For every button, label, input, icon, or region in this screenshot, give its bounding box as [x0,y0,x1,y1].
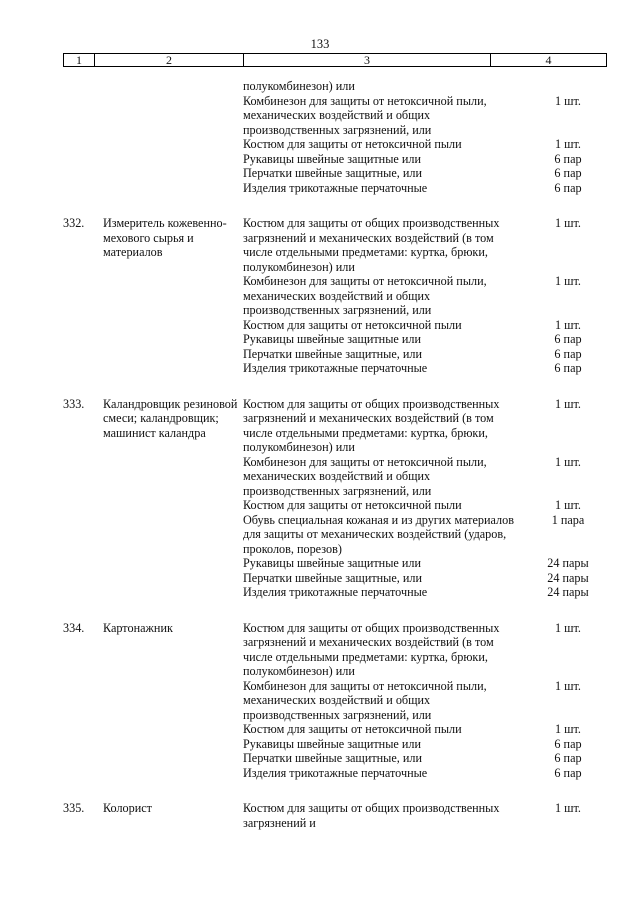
occupation-name [103,318,243,333]
row-number: 332. [63,216,85,230]
table-row [0,556,640,571]
occupation-name: Колорист [103,801,152,815]
ppe-item-description: Рукавицы швейные защитные или [243,556,421,570]
occupation-name: Картонажник [103,620,173,635]
table-row [0,751,640,766]
row-number [63,571,103,586]
table-row-group [0,801,640,830]
table-row [0,585,640,600]
ppe-item-quantity: 6 пар [554,151,582,166]
row-number [63,722,103,737]
row-number [63,181,103,196]
ppe-item-quantity: 6 пар [554,736,582,751]
occupation-name [103,332,243,347]
row-number [63,766,103,781]
column-header-4: 4 [490,53,607,67]
table-row [0,679,640,723]
ppe-item-description: Костюм для защиты от общих производственных загрязнений и механических воздействий (в том числе отдельными предметами: куртка, брюки, полукомбинезон) или [243,396,500,454]
row-number [63,79,103,94]
ppe-item-quantity: 1 шт. [555,801,581,815]
row-number: 333. [63,396,85,411]
row-number: 334. [63,620,85,635]
ppe-item-quantity: 6 пар [554,346,582,361]
row-number [63,94,103,138]
occupation-name [103,571,243,586]
row-number [63,137,103,152]
row-number [63,361,103,376]
occupation-name [103,766,243,781]
ppe-item-description: Комбинезон для защиты от нетоксичной пыли, механических воздействий и общих производственных загрязнений, или [243,274,487,317]
table-row [0,397,640,455]
table-row [0,318,640,333]
table-row [0,94,640,138]
occupation-name [103,556,243,571]
row-number [63,585,103,600]
occupation-name [103,455,243,499]
ppe-item-quantity: 6 пар [554,361,582,375]
ppe-item-quantity: 24 пары [547,556,589,570]
ppe-item-quantity: 1 шт. [555,93,581,108]
ppe-item-quantity: 1 шт. [555,620,581,635]
table-row [0,801,640,830]
column-header-3: 3 [243,53,491,67]
row-number [63,498,103,513]
page-number: 133 [310,37,330,51]
row-number [63,737,103,752]
occupation-name [103,181,243,196]
table-row-group [0,216,640,376]
row-number [63,751,103,766]
table-row [0,455,640,499]
ppe-item-quantity: 6 пар [554,332,582,346]
ppe-item-description: Перчатки швейные защитные, или [243,346,423,361]
occupation-name [103,737,243,752]
ppe-item-quantity: 6 пар [554,751,582,765]
row-number [63,166,103,181]
ppe-item-description: Комбинезон для защиты от нетоксичной пыли, механических воздействий и общих производственных загрязнений, или [243,93,487,137]
table-row [0,513,640,557]
table-row-group [0,397,640,600]
ppe-item-description: Перчатки швейные защитные, или [243,570,423,585]
table-row [0,571,640,586]
ppe-item-description: полукомбинезон) или [243,79,355,93]
table-row [0,152,640,167]
occupation-name [103,751,243,766]
table-row-group [0,621,640,781]
occupation-name [103,152,243,167]
occupation-name [103,94,243,138]
ppe-item-description: Костюм для защиты от нетоксичной пыли [243,498,462,512]
occupation-name [103,679,243,723]
table-row [0,621,640,679]
row-number [63,152,103,167]
occupation-name: Каландровщик резиновой смеси; каландровщик; машинист каландра [103,396,238,440]
ppe-item-quantity: 1 шт. [555,454,581,469]
ppe-item-quantity: 1 шт. [555,396,581,411]
ppe-item-description: Костюм для защиты от общих производственных загрязнений и механических воздействий (в том числе отдельными предметами: куртка, брюки, полукомбинезон) или [243,216,500,274]
ppe-item-description: Костюм для защиты от нетоксичной пыли [243,137,462,151]
row-number [63,274,103,318]
table-row [0,332,640,347]
table-row [0,137,640,152]
ppe-item-description: Перчатки швейные защитные, или [243,166,423,180]
ppe-item-description: Костюм для защиты от общих производственных загрязнений и [243,801,500,830]
occupation-name [103,166,243,181]
ppe-item-quantity: 1 шт. [555,137,581,151]
occupation-name: Измеритель кожевенно-мехового сырья и материалов [103,216,227,259]
row-number [63,513,103,557]
ppe-item-quantity: 1 шт. [555,498,581,512]
column-header-row [63,53,607,67]
table-row-group [0,79,640,195]
ppe-item-description: Изделия трикотажные перчаточные [243,180,428,195]
table-row [0,498,640,513]
row-number: 335. [63,801,85,815]
row-number [63,332,103,347]
table-row [0,79,640,94]
row-number [63,455,103,499]
table-row [0,722,640,737]
table-row [0,766,640,781]
occupation-name [103,513,243,557]
row-number [63,679,103,723]
ppe-item-description: Костюм для защиты от нетоксичной пыли [243,722,462,736]
occupation-name [103,722,243,737]
ppe-item-description: Костюм для защиты от нетоксичной пыли [243,317,462,332]
ppe-item-description: Рукавицы швейные защитные или [243,332,421,346]
table-row [0,737,640,752]
occupation-name [103,79,243,94]
ppe-item-description: Рукавицы швейные защитные или [243,151,421,166]
table-row [0,166,640,181]
table-row [0,216,640,274]
ppe-item-quantity: 6 пар [554,180,582,195]
table-row [0,347,640,362]
row-number [63,556,103,571]
ppe-item-quantity: 1 шт. [555,678,581,693]
ppe-item-quantity: 6 пар [554,166,582,180]
ppe-item-quantity: 1 шт. [555,722,581,736]
ppe-item-quantity: 1 шт. [555,216,581,230]
row-number [63,318,103,333]
table-row [0,361,640,376]
ppe-item-description: Обувь специальная кожаная и из других материалов для защиты от механических воздействий (ударов, проколов, порезов) [243,512,514,556]
occupation-name [103,361,243,376]
occupation-name [103,498,243,513]
ppe-item-description: Изделия трикотажные перчаточные [243,361,428,375]
ppe-item-description: Перчатки швейные защитные, или [243,751,423,765]
ppe-item-description: Рукавицы швейные защитные или [243,736,421,751]
occupation-name [103,347,243,362]
ppe-norms-table [0,79,640,851]
ppe-item-description: Изделия трикотажные перчаточные [243,585,428,599]
ppe-item-quantity [523,79,613,94]
ppe-item-description: Изделия трикотажные перчаточные [243,765,428,780]
occupation-name [103,137,243,152]
row-number [63,347,103,362]
ppe-item-description: Костюм для защиты от общих производственных загрязнений и механических воздействий (в том числе отдельными предметами: куртка, брюки, полукомбинезон) или [243,620,500,678]
ppe-item-description: Комбинезон для защиты от нетоксичной пыли, механических воздействий и общих производственных загрязнений, или [243,678,487,722]
table-row [0,274,640,318]
column-header-1: 1 [63,53,95,67]
ppe-item-quantity: 1 шт. [555,317,581,332]
ppe-item-quantity: 24 пары [547,570,589,585]
ppe-item-quantity: 1 шт. [555,274,581,288]
occupation-name [103,274,243,318]
ppe-item-quantity: 6 пар [554,765,582,780]
table-row [0,181,640,196]
ppe-item-quantity: 24 пары [547,585,589,599]
column-header-2: 2 [94,53,244,67]
ppe-item-quantity: 1 пара [551,512,585,527]
occupation-name [103,585,243,600]
ppe-item-description: Комбинезон для защиты от нетоксичной пыли, механических воздействий и общих производственных загрязнений, или [243,454,487,498]
